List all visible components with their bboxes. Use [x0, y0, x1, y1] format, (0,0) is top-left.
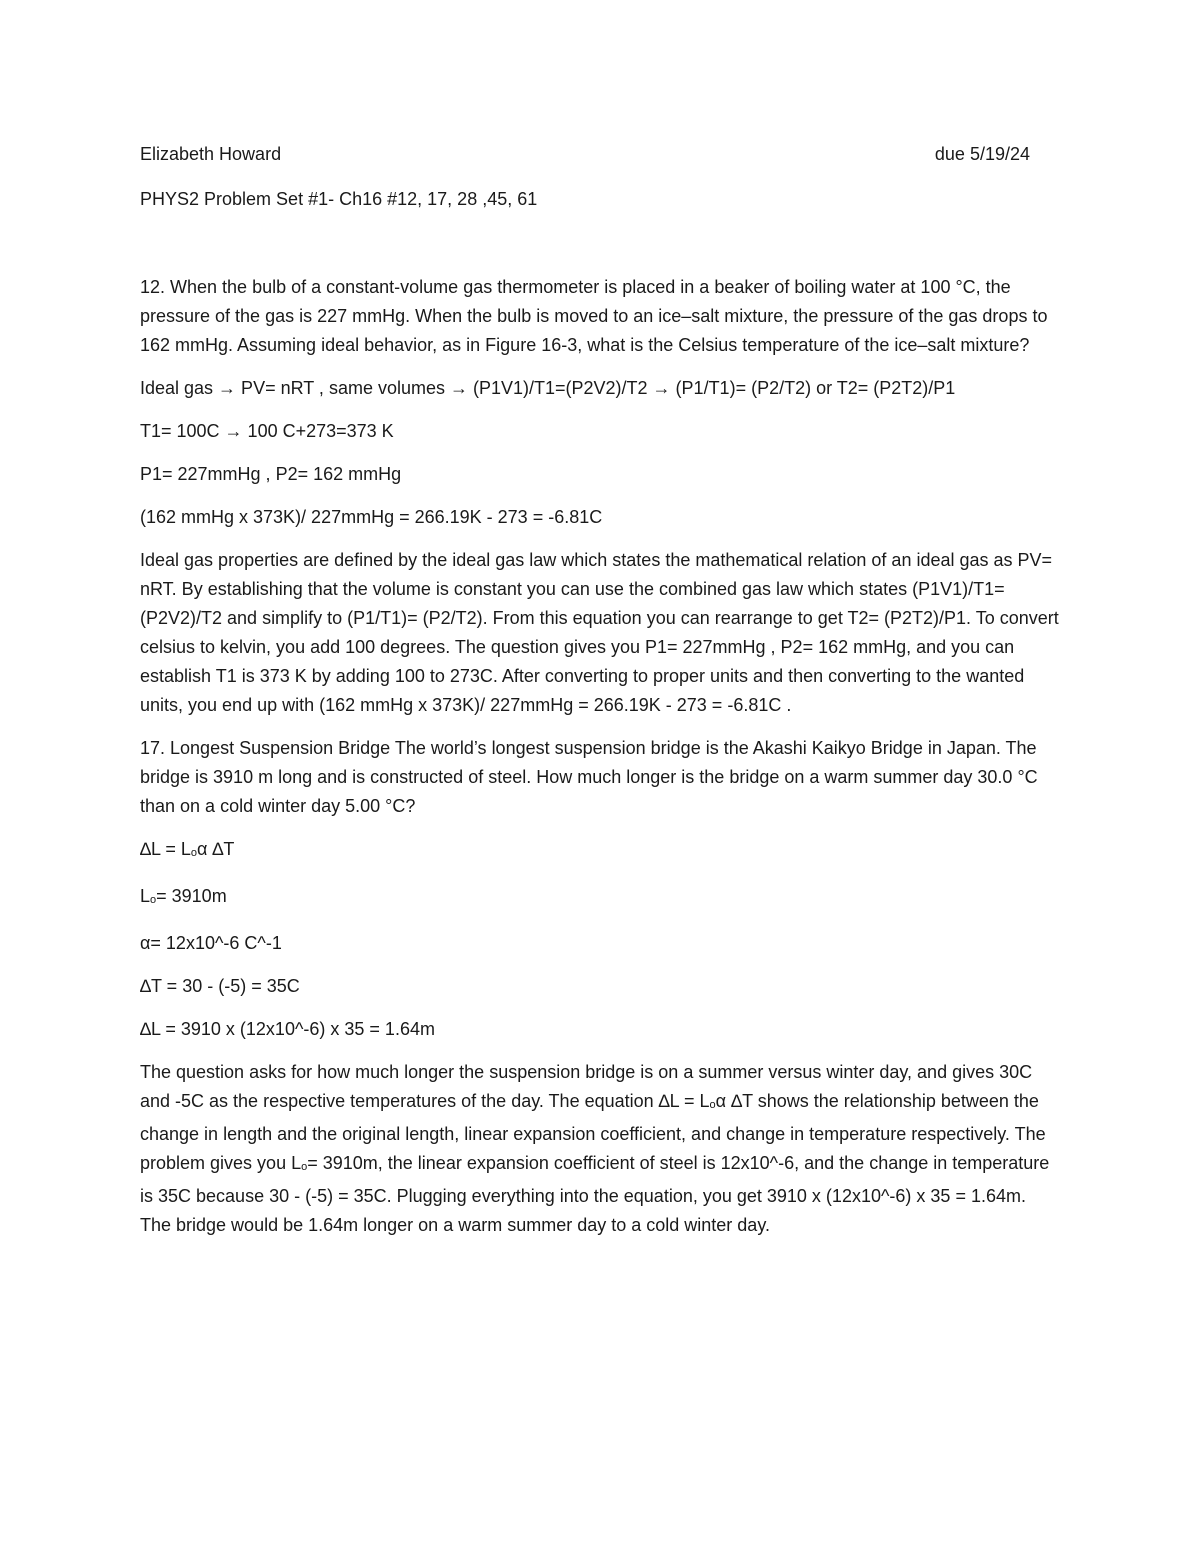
problem-17-alpha-line: α= 12x10^-6 C^-1	[140, 933, 282, 953]
l0-symbol: L	[140, 886, 151, 906]
problem-12-explanation: Ideal gas properties are defined by the ideal gas law which states the mathematical relation of an ideal gas as PV= nRT. By establishing that the volume is constant you can use the combined gas law which states (P1V1)/T1=(P2V2)/T2 and simplify to (P1/T1)= (P2/T2). From this equation you can rearrange to get T2= (P2T2)/P1. To convert celsius to kelvin, you add 100 degrees. The question gives you P1= 227mmHg , P2= 162 mmHg, and you can establish T1 is 373 K by adding 100 to 273C. After converting to proper units and then converting to the wanted units, you end up with (162 mmHg x 373K)/ 227mmHg = 266.19K - 273 = -6.81C .	[140, 550, 1059, 715]
formula-suffix: α ∆T	[197, 839, 235, 859]
problem-12-ideal-gas-line: Ideal gas → PV= nRT , same volumes → (P1V1)/T1=(P2V2)/T2 → (P1/T1)= (P2/T2) or T2= (P2T2)/P1	[140, 378, 956, 398]
problem-17-delta-l-line: ∆L = 3910 x (12x10^-6) x 35 = 1.64m	[140, 1019, 435, 1039]
problem-17-explanation	[140, 1058, 1060, 1240]
due-date: due 5/19/24	[934, 144, 1030, 164]
header-row	[140, 140, 1030, 170]
formula-prefix: ∆L = L	[140, 839, 191, 859]
l0-value: = 3910m	[156, 886, 227, 906]
explanation-part-a: The question asks for how much longer the suspension bridge is on a summer versus winter day, and gives 30C and -5C as the respective temperatures of the day. The equation ∆L = L	[140, 1062, 1033, 1111]
problem-17-l0-line	[140, 882, 1060, 915]
author-name: Elizabeth Howard	[140, 144, 282, 164]
problem-12-question: 12. When the bulb of a constant-volume gas thermometer is placed in a beaker of boiling water at 100 °C, the pressure of the gas is 227 mmHg. When the bulb is moved to an ice–salt mixture, the pressure of the gas drops to 162 mmHg. Assuming ideal behavior, as in Figure 16-3, what is the Celsius temperature of the ice–salt mixture?	[140, 277, 1048, 355]
document-page	[140, 140, 1060, 1240]
explanation-part-c: = 3910m, the linear expansion coefficient of steel is 12x10^-6, and the change in temperature is 35C because 30 - (-5) = 35C. Plugging everything into the equation, you get 3910 x (12x10^-6) x 35 = 1.64m. The bridge would be 1.64m longer on a warm summer day to a cold winter day.	[140, 1153, 1050, 1235]
problem-12-pressure-line: P1= 227mmHg , P2= 162 mmHg	[140, 464, 402, 484]
problem-set-title: PHYS2 Problem Set #1- Ch16 #12, 17, 28 ,45, 61	[140, 189, 538, 209]
l0-subscript: o	[150, 894, 157, 906]
explanation-subscript-2: o	[301, 1161, 308, 1173]
problem-17-formula	[140, 835, 1060, 868]
problem-17-question: 17. Longest Suspension Bridge The world’s longest suspension bridge is the Akashi Kaikyo Bridge in Japan. The bridge is 3910 m long and is constructed of steel. How much longer is the bridge on a warm summer day 30.0 °C than on a cold winter day 5.00 °C?	[140, 738, 1038, 816]
problem-17-delta-t-line: ∆T = 30 - (-5) = 35C	[140, 976, 300, 996]
explanation-part-b: α ∆T shows the relationship between the change in length and the original length, linear expansion coefficient, and change in temperature respectively. The problem gives you L	[140, 1091, 1046, 1173]
problem-12-result-line: (162 mmHg x 373K)/ 227mmHg = 266.19K - 273 = -6.81C	[140, 507, 603, 527]
problem-12-t1-line: T1= 100C → 100 C+273=373 K	[140, 421, 394, 441]
explanation-subscript-1: o	[709, 1099, 716, 1111]
formula-subscript: o	[190, 847, 198, 859]
